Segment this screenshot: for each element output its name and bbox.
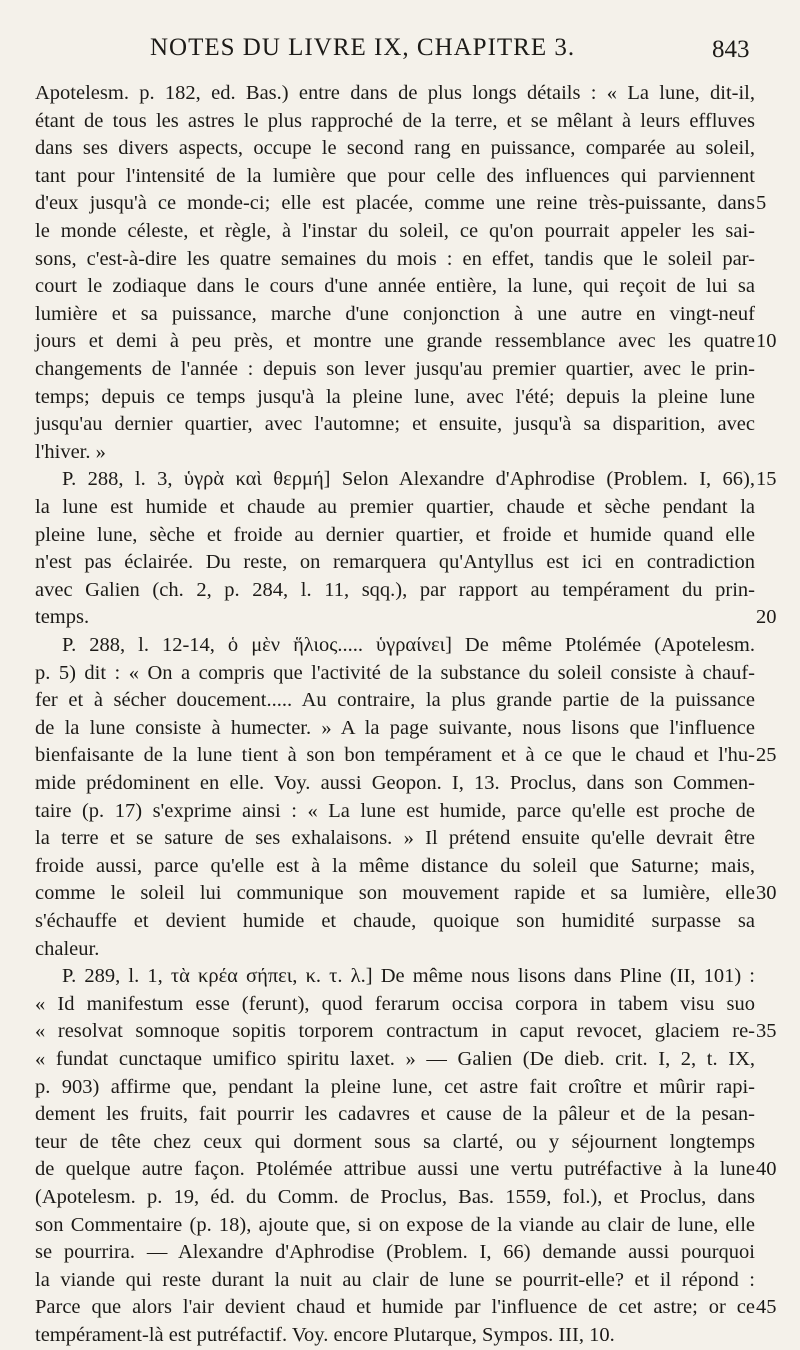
text-line: mide prédominent en elle. Voy. aussi Geopon. I, 13. Proclus, dans son Commen- <box>35 772 755 794</box>
text-line: se pourrira. — Alexandre d'Aphrodise (Problem. I, 66) demande aussi pourquoi <box>35 1241 755 1264</box>
text-line: chaleur. <box>35 937 100 960</box>
text-line: comme le soleil lui communique son mouvement rapide et sa lumière, elle <box>35 882 755 905</box>
text-line: étant de tous les astres le plus rapproché de la terre, et se mêlant à leurs effluves <box>35 109 755 132</box>
text-line: dement les fruits, fait pourrir les cadavres et cause de la pâleur et de la pesan- <box>35 1103 755 1126</box>
text-line: de quelque autre façon. Ptolémée attribue aussi une vertu putréfactive à la lune <box>35 1158 755 1181</box>
text-line: de la lune consiste à humecter. » A la page suivante, nous lisons que l'influence <box>35 716 755 739</box>
text-line: froide aussi, parce qu'elle est à la même distance du soleil que Saturne; mais, <box>35 854 755 877</box>
text-line: « Id manifestum esse (ferunt), quod ferarum occisa corpora in tabem visu suo <box>35 992 755 1015</box>
text-line: P. 289, l. 1, τὰ κρέα σήπει, κ. τ. λ.] De même nous lisons dans Pline (II, 101) : <box>62 965 755 988</box>
text-line: s'échauffe et devient humide et chaude, quoique son humidité surpasse sa <box>35 910 755 932</box>
text-line: jusqu'au dernier quartier, avec l'automne; et ensuite, jusqu'à sa disparition, avec <box>35 413 755 436</box>
text-line: n'est pas éclairée. Du reste, on remarquera qu'Antyllus est ici en contradiction <box>35 551 755 574</box>
text-line: p. 903) affirme que, pendant la pleine lune, cet astre fait croître et mûrir rapi- <box>35 1075 755 1098</box>
text-line: l'hiver. » <box>35 440 106 463</box>
text-line: Parce que alors l'air devient chaud et humide par l'influence de cet astre; or ce <box>35 1296 755 1319</box>
text-line: P. 288, l. 12-14, ὁ μὲν ἥλιος..... ὑγραίνει] De même Ptolémée (Apotelesm. <box>62 634 755 656</box>
page-number: 843 <box>712 36 750 63</box>
text-line: changements de l'année : depuis son lever jusqu'au premier quartier, avec le prin- <box>35 358 755 380</box>
text-line: fer et à sécher doucement..... Au contraire, la plus grande partie de la puissance <box>35 689 755 712</box>
text-line: dans ses divers aspects, occupe le second rang en puissance, comparée au soleil, <box>35 137 755 160</box>
line-number: 35 <box>756 1020 777 1043</box>
line-number: 5 <box>756 192 767 215</box>
line-number: 20 <box>756 606 777 629</box>
text-line: tant pour l'intensité de la lumière que pour celle des influences qui parviennent <box>35 164 755 187</box>
text-line: la viande qui reste durant la nuit au clair de lune se pourrit-elle? et il répond : <box>35 1268 755 1291</box>
line-number: 30 <box>756 882 777 905</box>
text-line: temps; depuis ce temps jusqu'à la pleine lune, avec l'été; depuis la pleine lune <box>35 385 755 408</box>
line-number: 45 <box>756 1296 777 1319</box>
text-line: temps. <box>35 606 90 629</box>
text-line: la terre et se sature de ses exhalaisons. » Il prétend ensuite qu'elle devrait être <box>35 827 755 850</box>
text-line: teur de tête chez ceux qui dorment sous sa clarté, ou y séjournent longtemps <box>35 1130 755 1153</box>
text-line: son Commentaire (p. 18), ajoute que, si on expose de la viande au clair de lune, elle <box>35 1213 755 1236</box>
text-line: « resolvat somnoque sopitis torporem contractum in caput revocet, glaciem re- <box>35 1020 755 1043</box>
running-head <box>0 34 800 70</box>
text-line: court le zodiaque dans le cours d'une année entière, la lune, qui reçoit de lui sa <box>35 275 755 298</box>
text-line: le monde céleste, et règle, à l'instar du soleil, ce qu'on pourrait appeler les sai- <box>35 220 755 242</box>
text-line: pleine lune, sèche et froide au dernier quartier, et froide et humide quand elle <box>35 523 755 546</box>
text-line: d'eux jusqu'à ce monde-ci; elle est placée, comme une reine très-puissante, dans <box>35 192 755 215</box>
text-line: jours et demi à peu près, et montre une grande ressemblance avec les quatre <box>35 330 755 353</box>
running-title: NOTES DU LIVRE IX, CHAPITRE 3. <box>150 34 576 61</box>
line-number: 40 <box>756 1158 777 1181</box>
text-line: p. 5) dit : « On a compris que l'activité de la substance du soleil consiste à chauf- <box>35 661 755 684</box>
text-line: « fundat cunctaque umifico spiritu laxet. » — Galien (De dieb. crit. I, 2, t. IX, <box>35 1048 755 1070</box>
text-line: la lune est humide et chaude au premier quartier, chaude et sèche pendant la <box>35 496 755 518</box>
text-line: Apotelesm. p. 182, ed. Bas.) entre dans de plus longs détails : « La lune, dit-il, <box>35 82 755 104</box>
text-line: (Apotelesm. p. 19, éd. du Comm. de Proclus, Bas. 1559, fol.), et Proclus, dans <box>35 1186 755 1208</box>
text-line: P. 288, l. 3, ὑγρὰ καὶ θερμή] Selon Alexandre d'Aphrodise (Problem. I, 66), <box>62 468 755 491</box>
line-number: 15 <box>756 468 777 491</box>
line-number: 10 <box>756 330 777 353</box>
text-line: avec Galien (ch. 2, p. 284, l. 11, sqq.), par rapport au tempérament du prin- <box>35 578 755 601</box>
line-number: 25 <box>756 744 777 767</box>
text-line: lumière et sa puissance, marche d'une conjonction à une autre en vingt-neuf <box>35 302 755 325</box>
text-line: sons, c'est-à-dire les quatre semaines du mois : en effet, tandis que le soleil par- <box>35 247 755 270</box>
text-line: taire (p. 17) s'exprime ainsi : « La lune est humide, parce qu'elle est proche de <box>35 799 755 822</box>
text-line: tempérament-là est putréfactif. Voy. encore Plutarque, Sympos. III, 10. <box>35 1324 615 1346</box>
text-line: bienfaisante de la lune tient à son bon tempérament et à ce que le chaud et l'hu- <box>35 744 755 767</box>
